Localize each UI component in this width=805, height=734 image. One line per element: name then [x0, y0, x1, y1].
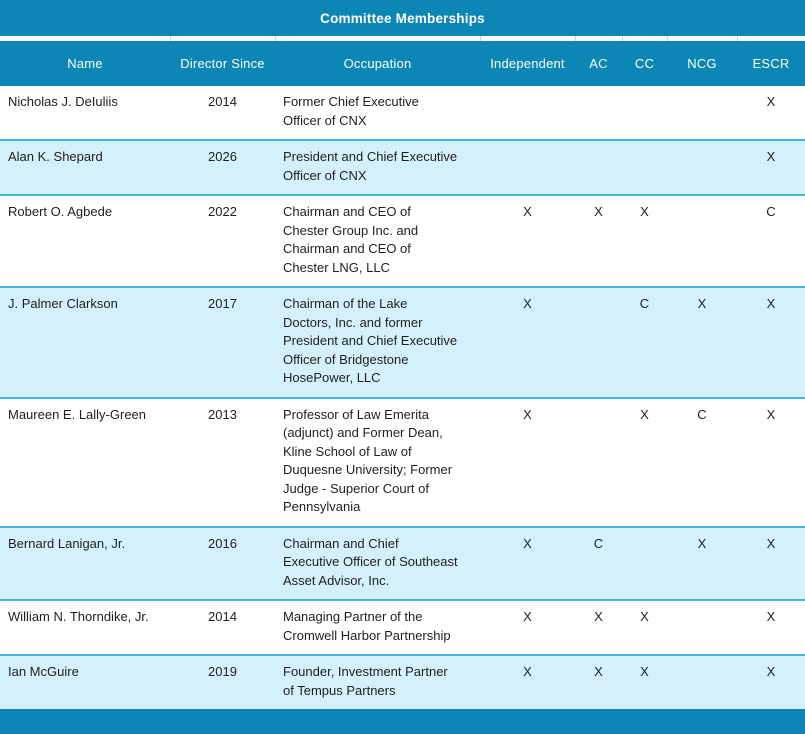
escr-mark: X	[766, 664, 776, 679]
independent-mark	[480, 86, 575, 140]
column-separator-tick	[737, 36, 738, 41]
escr-mark: C	[766, 204, 776, 219]
ncg-mark: X	[697, 296, 707, 311]
ac-mark	[575, 287, 622, 398]
table-row	[0, 140, 805, 195]
escr-mark: X	[766, 296, 776, 311]
cc-mark	[622, 527, 667, 601]
header-divider-band	[0, 36, 805, 41]
column-header-ncg: NCG	[667, 41, 737, 86]
name-cell: J. Palmer Clarkson	[8, 296, 118, 311]
column-separator-tick	[622, 36, 623, 41]
table-row	[0, 527, 805, 601]
column-header-independent: Independent	[480, 41, 575, 86]
occupation-cell: Professor of Law Emerita (adjunct) and Former Dean, Kline School of Law of Duquesne University; Former Judge - Superior Court of Pennsylvania	[283, 406, 453, 514]
column-header-ac: AC	[575, 41, 622, 86]
table-body	[0, 86, 805, 709]
name-cell: William N. Thorndike, Jr.	[8, 609, 149, 624]
occupation-cell: Founder, Investment Partner of Tempus Partners	[283, 664, 448, 698]
director-since-cell: 2014	[208, 609, 237, 624]
column-separator-tick	[575, 36, 576, 41]
director-since-cell: 2013	[208, 406, 237, 422]
ac-mark: X	[594, 204, 603, 219]
ncg-mark	[667, 600, 737, 655]
cc-mark: X	[640, 204, 649, 219]
ac-mark: C	[593, 535, 604, 551]
table-row	[0, 195, 805, 287]
occupation-cell: Chairman of the Lake Doctors, Inc. and former President and Chief Executive Officer of Bridgestone HosePower, LLC	[283, 296, 458, 385]
name-cell: Robert O. Agbede	[8, 204, 113, 219]
occupation-cell: Managing Partner of the Cromwell Harbor Partnership	[283, 609, 451, 643]
column-header-cc: CC	[622, 41, 667, 86]
table-title: Committee Memberships	[320, 10, 485, 26]
ncg-mark: C	[697, 406, 707, 422]
escr-mark: X	[766, 609, 776, 624]
occupation-cell: Chairman and Chief Executive Officer of Southeast Asset Advisor, Inc.	[283, 535, 458, 588]
ncg-mark	[667, 655, 737, 709]
table-row	[0, 86, 805, 140]
column-header-escr: ESCR	[737, 41, 805, 86]
table-title-bar	[0, 0, 805, 36]
independent-mark: X	[523, 609, 532, 624]
director-since-cell: 2017	[208, 296, 237, 311]
column-header-name: Name	[0, 41, 170, 86]
name-cell: Nicholas J. DeIuliis	[8, 94, 118, 109]
independent-mark	[480, 140, 575, 195]
independent-mark: X	[523, 406, 532, 422]
director-since-cell: 2016	[208, 535, 237, 551]
escr-mark: X	[766, 149, 776, 164]
ncg-mark	[667, 140, 737, 195]
name-cell: Maureen E. Lally-Green	[8, 406, 147, 422]
column-separator-tick	[667, 36, 668, 41]
occupation-cell: President and Chief Executive Officer of CNX	[283, 149, 458, 183]
ncg-mark: X	[697, 535, 707, 551]
occupation-cell: Chairman and CEO of Chester Group Inc. and Chairman and CEO of Chester LNG, LLC	[283, 204, 419, 275]
cc-mark: X	[640, 664, 649, 679]
director-since-cell: 2026	[208, 149, 237, 164]
column-separator-tick	[170, 36, 171, 41]
director-since-cell: 2019	[208, 664, 237, 679]
column-separator-tick	[275, 36, 276, 41]
table-row	[0, 655, 805, 709]
cc-mark: X	[640, 609, 649, 624]
table-row	[0, 398, 805, 527]
table-row	[0, 287, 805, 398]
column-separator-tick	[480, 36, 481, 41]
name-cell: Alan K. Shepard	[8, 149, 103, 164]
ac-mark	[575, 86, 622, 140]
header-row	[0, 41, 805, 86]
ncg-mark	[667, 86, 737, 140]
footer-bar	[0, 709, 805, 734]
ac-mark	[575, 398, 622, 527]
director-since-cell: 2022	[208, 204, 237, 219]
independent-mark: X	[523, 296, 532, 311]
column-header-occupation: Occupation	[275, 41, 480, 86]
independent-mark: X	[523, 664, 532, 679]
independent-mark: X	[523, 204, 532, 219]
cc-mark: X	[640, 406, 649, 422]
escr-mark: X	[766, 406, 776, 422]
cc-mark: C	[639, 296, 650, 311]
director-since-cell: 2014	[208, 94, 237, 109]
cc-mark	[622, 140, 667, 195]
cc-mark	[622, 86, 667, 140]
ac-mark: X	[594, 664, 603, 679]
table-row	[0, 600, 805, 655]
ac-mark: X	[594, 609, 603, 624]
ac-mark	[575, 140, 622, 195]
escr-mark: X	[766, 94, 776, 109]
occupation-cell: Former Chief Executive Officer of CNX	[283, 94, 419, 128]
name-cell: Bernard Lanigan, Jr.	[8, 535, 126, 551]
escr-mark: X	[766, 535, 776, 551]
name-cell: Ian McGuire	[8, 664, 79, 679]
independent-mark: X	[523, 535, 532, 551]
memberships-table	[0, 41, 805, 709]
ncg-mark	[667, 195, 737, 287]
column-header-director-since: Director Since	[170, 41, 275, 86]
